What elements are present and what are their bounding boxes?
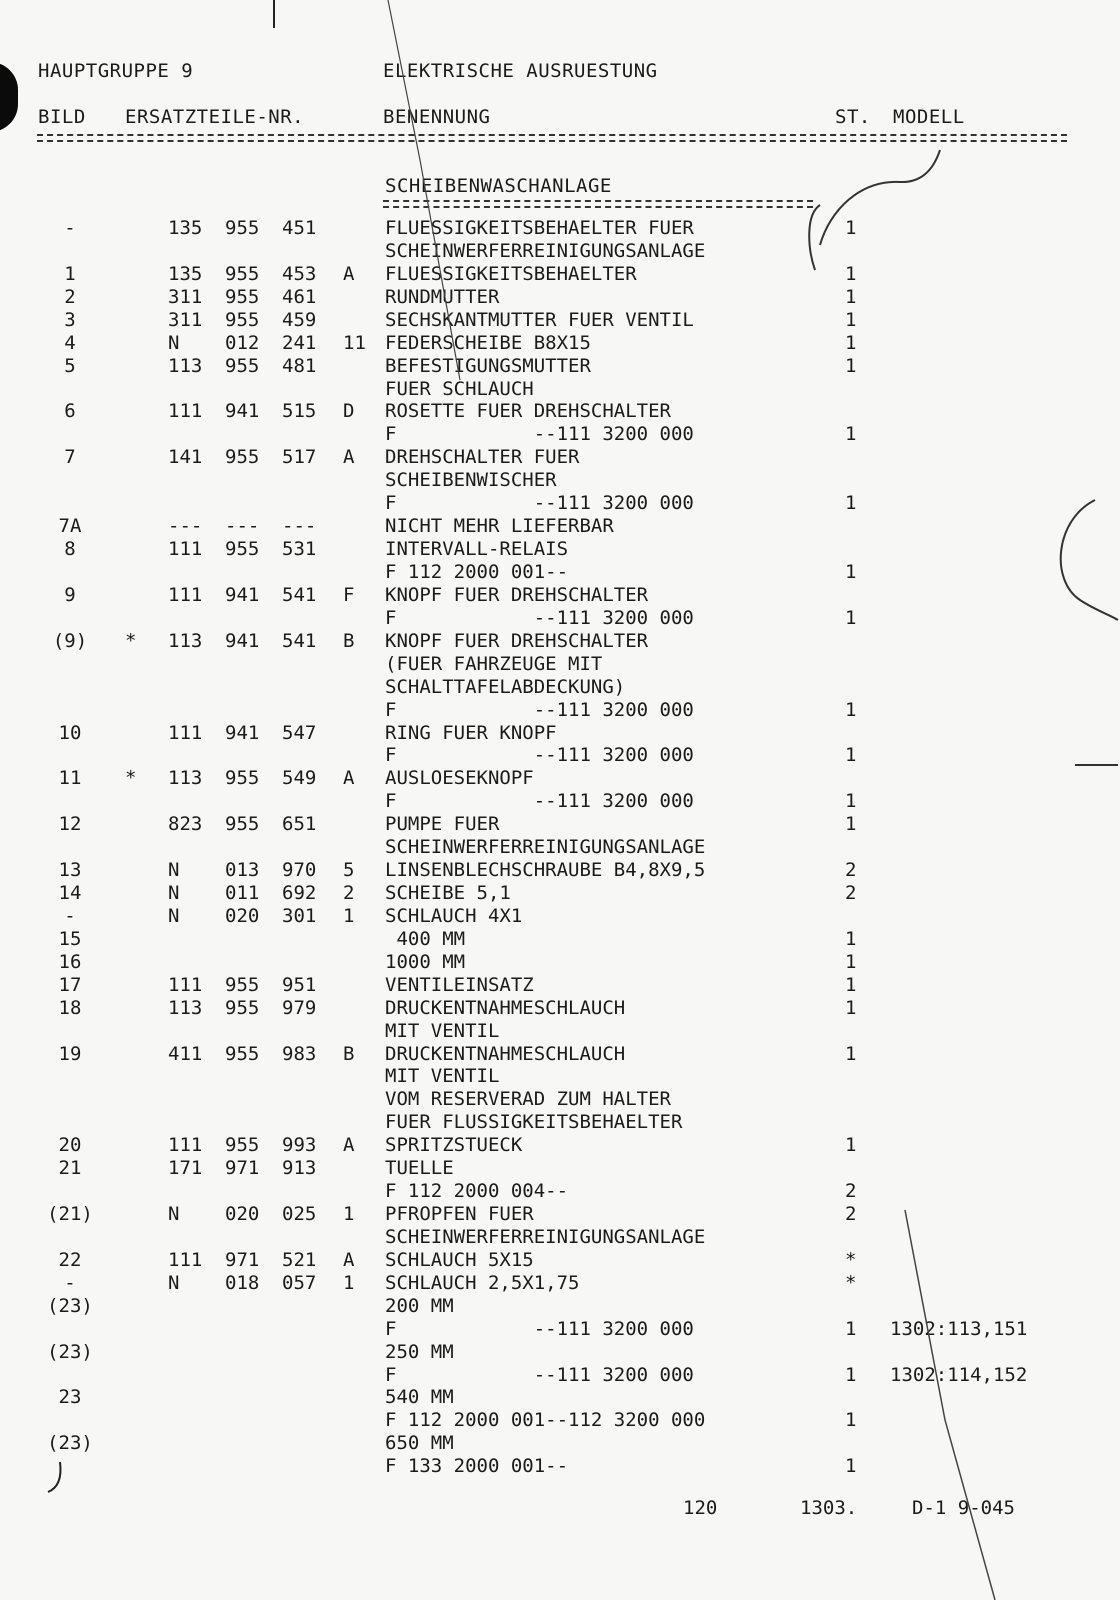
cell-benennung: F --111 3200 000 bbox=[385, 1317, 694, 1340]
cell-bild: 1 bbox=[64, 262, 76, 285]
cell-benennung: AUSLOESEKNOPF bbox=[385, 767, 534, 790]
cell-bild: 7 bbox=[64, 446, 76, 469]
cell-benennung: SCHLAUCH 5X15 bbox=[385, 1248, 534, 1271]
cell-stueck: 1 bbox=[845, 1042, 857, 1065]
cell-part-2: 955 bbox=[225, 996, 260, 1019]
cell-stueck: 1 bbox=[845, 996, 857, 1019]
cell-stueck: 1 bbox=[845, 331, 857, 354]
cell-benennung: KNOPF FUER DREHSCHALTER bbox=[385, 629, 649, 652]
cell-mark: * bbox=[125, 767, 137, 790]
cell-part-4: B bbox=[343, 629, 355, 652]
cell-benennung: 200 MM bbox=[385, 1294, 454, 1317]
cell-part-3: 541 bbox=[282, 629, 317, 652]
cell-stueck: 1 bbox=[845, 1363, 857, 1386]
cell-part-1: N bbox=[168, 882, 180, 904]
cell-benennung: KNOPF FUER DREHSCHALTER bbox=[385, 583, 649, 606]
cell-stueck: 1 bbox=[845, 354, 857, 377]
cell-benennung: SPRITZSTUECK bbox=[385, 1134, 523, 1157]
cell-benennung: F --111 3200 000 bbox=[385, 423, 694, 446]
cell-part-2: 013 bbox=[225, 859, 260, 881]
cell-stueck: 1 bbox=[845, 606, 857, 629]
cell-bild: 22 bbox=[58, 1248, 82, 1271]
cell-part-2: 018 bbox=[225, 1271, 260, 1294]
cell-benennung: F --111 3200 000 bbox=[385, 606, 694, 629]
cell-part-1: 135 bbox=[168, 217, 203, 239]
cell-part-3: 531 bbox=[282, 538, 317, 560]
cell-part-2: 011 bbox=[225, 882, 260, 904]
cell-bild: 2 bbox=[64, 285, 76, 308]
column-header-stueck: ST. bbox=[835, 106, 871, 128]
cell-benennung: F 112 2000 001--112 3200 000 bbox=[385, 1409, 706, 1432]
cell-part-1: 111 bbox=[168, 973, 203, 996]
cell-part-4: A bbox=[343, 1134, 355, 1157]
cell-bild: 5 bbox=[64, 354, 76, 377]
cell-part-2: 941 bbox=[225, 400, 260, 423]
cell-part-4: 1 bbox=[343, 1203, 355, 1225]
hauptgruppe-label: HAUPTGRUPPE 9 bbox=[38, 60, 194, 82]
cell-part-1: N bbox=[168, 1271, 180, 1294]
cell-part-1: 111 bbox=[168, 583, 203, 606]
cell-benennung: F --111 3200 000 bbox=[385, 744, 694, 767]
cell-part-2: --- bbox=[225, 515, 260, 538]
cell-benennung: F --111 3200 000 bbox=[385, 1363, 694, 1386]
cell-bild: 23 bbox=[58, 1386, 82, 1409]
cell-part-1: 111 bbox=[168, 721, 203, 744]
cell-part-2: 955 bbox=[225, 973, 260, 996]
cell-bild: 8 bbox=[64, 538, 76, 560]
cell-part-2: 955 bbox=[225, 446, 260, 469]
cell-part-1: 111 bbox=[168, 1248, 203, 1271]
cell-benennung: MIT VENTIL bbox=[385, 1065, 500, 1088]
cell-benennung: FUER SCHLAUCH bbox=[385, 377, 534, 400]
cell-part-3: 983 bbox=[282, 1042, 317, 1065]
cell-part-2: 955 bbox=[225, 285, 260, 308]
cell-part-3: 025 bbox=[282, 1203, 317, 1225]
cell-bild: 14 bbox=[58, 882, 82, 904]
cell-bild: 9 bbox=[64, 583, 76, 606]
cell-part-1: 311 bbox=[168, 308, 203, 331]
cell-part-2: 955 bbox=[225, 1134, 260, 1157]
cell-part-1: 823 bbox=[168, 813, 203, 836]
cell-bild: 20 bbox=[58, 1134, 82, 1157]
cell-part-4: A bbox=[343, 262, 355, 285]
cell-benennung: SCHEINWERFERREINIGUNGSANLAGE bbox=[385, 239, 706, 262]
cell-part-1: N bbox=[168, 904, 180, 927]
cell-part-3: 651 bbox=[282, 813, 317, 836]
cell-part-2: 971 bbox=[225, 1157, 260, 1180]
cell-bild: - bbox=[64, 217, 76, 239]
cell-part-2: 955 bbox=[225, 262, 260, 285]
cell-part-1: 113 bbox=[168, 629, 203, 652]
cell-part-3: 541 bbox=[282, 583, 317, 606]
cell-part-1: 141 bbox=[168, 446, 203, 469]
cell-stueck: 1 bbox=[845, 217, 857, 239]
cell-stueck: 1 bbox=[845, 927, 857, 950]
cell-part-1: N bbox=[168, 859, 180, 881]
cell-stueck: 1 bbox=[845, 1134, 857, 1157]
cell-bild: 15 bbox=[58, 927, 82, 950]
cell-stueck: 1 bbox=[845, 423, 857, 446]
cell-bild: 13 bbox=[58, 859, 82, 881]
cell-stueck: 1 bbox=[845, 1409, 857, 1432]
cell-stueck: 1 bbox=[845, 744, 857, 767]
cell-part-1: 111 bbox=[168, 1134, 203, 1157]
cell-bild: 16 bbox=[58, 950, 82, 973]
cell-bild: (23) bbox=[47, 1340, 93, 1363]
cell-bild: 3 bbox=[64, 308, 76, 331]
cell-part-2: 971 bbox=[225, 1248, 260, 1271]
cell-part-3: 517 bbox=[282, 446, 317, 469]
cell-benennung: F --111 3200 000 bbox=[385, 790, 694, 813]
cell-part-3: 979 bbox=[282, 996, 317, 1019]
cell-part-1: 111 bbox=[168, 400, 203, 423]
cell-part-1: 113 bbox=[168, 996, 203, 1019]
cell-benennung: FLUESSIGKEITSBEHAELTER bbox=[385, 262, 637, 285]
cell-bild: 18 bbox=[58, 996, 82, 1019]
cell-part-2: 020 bbox=[225, 1203, 260, 1225]
cell-part-2: 955 bbox=[225, 1042, 260, 1065]
cell-part-2: 955 bbox=[225, 354, 260, 377]
cell-stueck: 1 bbox=[845, 262, 857, 285]
cell-benennung: FUER FLUSSIGKEITSBEHAELTER bbox=[385, 1111, 683, 1134]
cell-part-1: N bbox=[168, 331, 180, 354]
cell-benennung: F --111 3200 000 bbox=[385, 698, 694, 721]
cell-stueck: 1 bbox=[845, 285, 857, 308]
cell-part-1: --- bbox=[168, 515, 203, 538]
cell-benennung: F --111 3200 000 bbox=[385, 492, 694, 515]
cell-bild: (21) bbox=[47, 1203, 93, 1225]
cell-bild: 11 bbox=[58, 767, 82, 790]
cell-part-4: D bbox=[343, 400, 355, 423]
column-header-part-number: ERSATZTEILE-NR. bbox=[125, 106, 305, 128]
cell-part-2: 941 bbox=[225, 583, 260, 606]
cell-part-2: 955 bbox=[225, 538, 260, 560]
cell-benennung: SCHLAUCH 4X1 bbox=[385, 904, 523, 927]
cell-benennung: NICHT MEHR LIEFERBAR bbox=[385, 515, 614, 538]
cell-benennung: RUNDMUTTER bbox=[385, 285, 500, 308]
cell-stueck: 1 bbox=[845, 950, 857, 973]
cell-benennung: FEDERSCHEIBE B8X15 bbox=[385, 331, 591, 354]
cell-part-3: 993 bbox=[282, 1134, 317, 1157]
cell-stueck: 1 bbox=[845, 698, 857, 721]
cell-benennung: 1000 MM bbox=[385, 950, 466, 973]
cell-part-2: 020 bbox=[225, 904, 260, 927]
cell-part-3: 057 bbox=[282, 1271, 317, 1294]
cell-part-3: 547 bbox=[282, 721, 317, 744]
footer-reference: D-1 9-045 bbox=[912, 1497, 1015, 1519]
cell-part-4: 11 bbox=[343, 331, 366, 354]
cell-part-4: 1 bbox=[343, 904, 355, 927]
cell-benennung: TUELLE bbox=[385, 1157, 454, 1180]
cell-part-3: 241 bbox=[282, 331, 317, 354]
cell-benennung: 540 MM bbox=[385, 1386, 454, 1409]
cell-bild: 19 bbox=[58, 1042, 82, 1065]
cell-part-4: A bbox=[343, 767, 355, 790]
cell-benennung: VOM RESERVERAD ZUM HALTER bbox=[385, 1088, 671, 1111]
footer-page-number: 120 bbox=[683, 1497, 718, 1519]
cell-modell: 1302:114,152 bbox=[890, 1363, 1028, 1386]
cell-benennung: F 133 2000 001-- bbox=[385, 1455, 569, 1478]
cell-stueck: 2 bbox=[845, 1203, 857, 1225]
cell-benennung: SCHLAUCH 2,5X1,75 bbox=[385, 1271, 580, 1294]
cell-benennung: SCHEIBENWISCHER bbox=[385, 469, 557, 492]
cell-part-3: 521 bbox=[282, 1248, 317, 1271]
cell-part-3: 913 bbox=[282, 1157, 317, 1180]
cell-part-3: 970 bbox=[282, 859, 317, 881]
cell-benennung: PUMPE FUER bbox=[385, 813, 500, 836]
cell-stueck: 1 bbox=[845, 790, 857, 813]
cell-part-3: 453 bbox=[282, 262, 317, 285]
cell-part-1: 135 bbox=[168, 262, 203, 285]
cell-stueck: 1 bbox=[845, 813, 857, 836]
cell-benennung: F 112 2000 001-- bbox=[385, 561, 569, 583]
cell-part-1: 411 bbox=[168, 1042, 203, 1065]
cell-part-4: B bbox=[343, 1042, 355, 1065]
cell-part-3: --- bbox=[282, 515, 317, 538]
cell-part-2: 955 bbox=[225, 767, 260, 790]
cell-part-3: 549 bbox=[282, 767, 317, 790]
column-header-benennung: BENENNUNG bbox=[383, 106, 491, 128]
cell-benennung: SCHEINWERFERREINIGUNGSANLAGE bbox=[385, 1225, 706, 1248]
cell-bild: - bbox=[64, 1271, 76, 1294]
cell-part-4: 5 bbox=[343, 859, 355, 881]
cell-benennung: VENTILEINSATZ bbox=[385, 973, 534, 996]
cell-benennung: F 112 2000 004-- bbox=[385, 1180, 569, 1203]
cell-benennung: MIT VENTIL bbox=[385, 1019, 500, 1042]
cell-part-3: 951 bbox=[282, 973, 317, 996]
cell-benennung: 650 MM bbox=[385, 1432, 454, 1455]
cell-bild: 7A bbox=[58, 515, 82, 538]
cell-benennung: ROSETTE FUER DREHSCHALTER bbox=[385, 400, 671, 423]
cell-part-4: A bbox=[343, 1248, 355, 1271]
cell-part-1: N bbox=[168, 1203, 180, 1225]
cell-bild: (23) bbox=[47, 1432, 93, 1455]
cell-part-3: 515 bbox=[282, 400, 317, 423]
cell-bild: - bbox=[64, 904, 76, 927]
column-header-bild: BILD bbox=[38, 106, 86, 128]
cell-stueck: 2 bbox=[845, 859, 857, 881]
cell-benennung: SECHSKANTMUTTER FUER VENTIL bbox=[385, 308, 694, 331]
cell-bild: 4 bbox=[64, 331, 76, 354]
cell-part-3: 301 bbox=[282, 904, 317, 927]
cell-benennung: FLUESSIGKEITSBEHAELTER FUER bbox=[385, 217, 694, 239]
cell-part-3: 481 bbox=[282, 354, 317, 377]
cell-part-3: 692 bbox=[282, 882, 317, 904]
cell-bild: 17 bbox=[58, 973, 82, 996]
cell-part-1: 113 bbox=[168, 767, 203, 790]
cell-part-2: 941 bbox=[225, 629, 260, 652]
cell-stueck: 1 bbox=[845, 561, 857, 583]
cell-bild: (23) bbox=[47, 1294, 93, 1317]
cell-benennung: 250 MM bbox=[385, 1340, 454, 1363]
cell-benennung: 400 MM bbox=[385, 927, 466, 950]
cell-bild: (9) bbox=[52, 629, 88, 652]
cell-stueck: 1 bbox=[845, 1317, 857, 1340]
cell-part-2: 955 bbox=[225, 217, 260, 239]
cell-benennung: LINSENBLECHSCHRAUBE B4,8X9,5 bbox=[385, 859, 706, 881]
cell-part-3: 459 bbox=[282, 308, 317, 331]
cell-modell: 1302:113,151 bbox=[890, 1317, 1028, 1340]
cell-mark: * bbox=[125, 629, 137, 652]
cell-part-3: 461 bbox=[282, 285, 317, 308]
cell-benennung: SCHEINWERFERREINIGUNGSANLAGE bbox=[385, 836, 706, 859]
cell-benennung: PFROPFEN FUER bbox=[385, 1203, 534, 1225]
cell-stueck: 1 bbox=[845, 973, 857, 996]
cell-stueck: 2 bbox=[845, 1180, 857, 1203]
cell-benennung: DRUCKENTNAHMESCHLAUCH bbox=[385, 996, 626, 1019]
cell-bild: 10 bbox=[58, 721, 82, 744]
cell-benennung: (FUER FAHRZEUGE MIT bbox=[385, 652, 603, 675]
cell-benennung: RING FUER KNOPF bbox=[385, 721, 557, 744]
cell-benennung: DREHSCHALTER FUER bbox=[385, 446, 580, 469]
cell-part-3: 451 bbox=[282, 217, 317, 239]
cell-part-1: 113 bbox=[168, 354, 203, 377]
cell-part-4: F bbox=[343, 583, 355, 606]
cell-stueck: 1 bbox=[845, 1455, 857, 1478]
cell-part-4: A bbox=[343, 446, 355, 469]
cell-part-4: 1 bbox=[343, 1271, 355, 1294]
cell-benennung: SCHEIBE 5,1 bbox=[385, 882, 511, 904]
cell-part-1: 111 bbox=[168, 538, 203, 560]
cell-stueck: 2 bbox=[845, 882, 857, 904]
cell-part-4: 2 bbox=[343, 882, 355, 904]
cell-benennung: DRUCKENTNAHMESCHLAUCH bbox=[385, 1042, 626, 1065]
group-title: SCHEIBENWASCHANLAGE bbox=[385, 175, 612, 197]
cell-part-1: 311 bbox=[168, 285, 203, 308]
cell-stueck: 1 bbox=[845, 492, 857, 515]
cell-benennung: BEFESTIGUNGSMUTTER bbox=[385, 354, 591, 377]
cell-stueck: 1 bbox=[845, 308, 857, 331]
column-header-modell: MODELL bbox=[893, 106, 965, 128]
cell-stueck: * bbox=[845, 1248, 857, 1271]
cell-benennung: SCHALTTAFELABDECKUNG) bbox=[385, 675, 626, 698]
cell-bild: 21 bbox=[58, 1157, 82, 1180]
cell-bild: 6 bbox=[64, 400, 76, 423]
section-title: ELEKTRISCHE AUSRUESTUNG bbox=[383, 60, 658, 82]
cell-stueck: * bbox=[845, 1271, 857, 1294]
cell-part-1: 171 bbox=[168, 1157, 203, 1180]
cell-part-2: 955 bbox=[225, 813, 260, 836]
footer-code: 1303. bbox=[800, 1497, 858, 1519]
cell-bild: 12 bbox=[58, 813, 82, 836]
cell-benennung: INTERVALL-RELAIS bbox=[385, 538, 569, 560]
cell-part-2: 941 bbox=[225, 721, 260, 744]
cell-part-2: 955 bbox=[225, 308, 260, 331]
cell-part-2: 012 bbox=[225, 331, 260, 354]
